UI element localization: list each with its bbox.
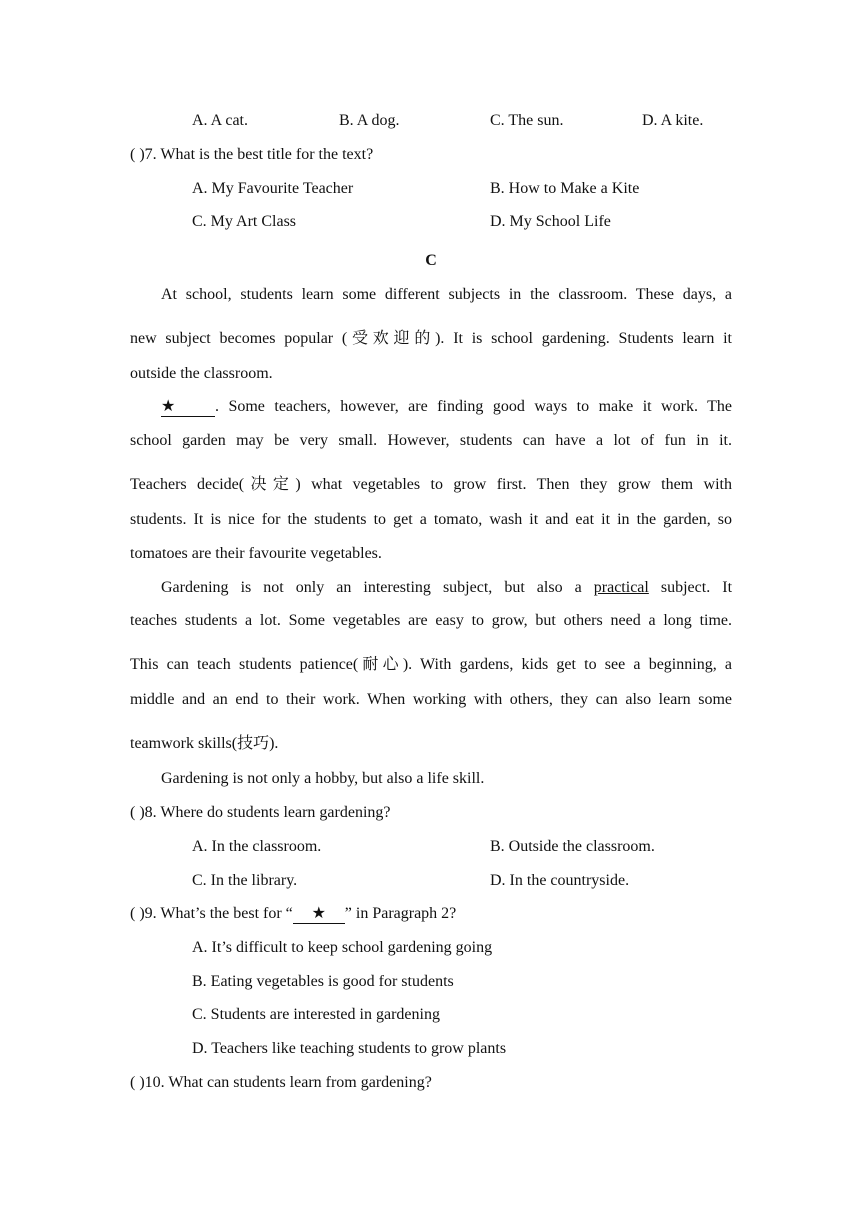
q9-option-c: C. Students are interested in gardening [192, 1006, 440, 1023]
q7-option-a: A. My Favourite Teacher [192, 180, 354, 197]
p2-line-4: students. It is nice for the students to get a tomato, wash it and eat it in the garden, so [130, 511, 732, 528]
q9-stem [130, 905, 456, 924]
q6-option-a: A. A cat. [192, 112, 248, 129]
q7-option-d: D. My School Life [490, 213, 611, 230]
p2-line-2: school garden may be very small. However, students can have a lot of fun in it. [130, 432, 732, 449]
p2-line-3: Teachers decide(决定) what vegetables to grow first. Then they grow them with [130, 476, 732, 493]
p1-line-3: outside the classroom. [130, 365, 273, 382]
p2-line-1-text: . Some teachers, however, are finding good ways to make it work. The [215, 398, 732, 415]
star-blank: ★ [161, 398, 215, 417]
q9-option-b: B. Eating vegetables is good for students [192, 973, 454, 990]
q6-option-d: D. A kite. [642, 112, 704, 129]
p3-line-1 [161, 579, 732, 597]
q9-option-d: D. Teachers like teaching students to grow plants [192, 1040, 507, 1057]
q6-option-b: B. A dog. [339, 112, 400, 129]
q9-stem-before: ( )9. What’s the best for “ [130, 905, 293, 922]
p1-line-1: At school, students learn some different subjects in the classroom. These days, a [161, 286, 732, 303]
p3-line-3: This can teach students patience(耐心). With gardens, kids get to see a beginning, a [130, 656, 732, 673]
q8-option-b: B. Outside the classroom. [490, 838, 655, 855]
q8-option-d: D. In the countryside. [490, 872, 630, 889]
p3-line-4: middle and an end to their work. When working with others, they can also learn some [130, 691, 732, 708]
p4-line: Gardening is not only a hobby, but also a life skill. [161, 770, 485, 787]
q9-star-blank: ★ [293, 905, 345, 924]
p2-line-5: tomatoes are their favourite vegetables. [130, 545, 382, 562]
q9-stem-after: ” in Paragraph 2? [344, 905, 457, 922]
q8-stem: ( )8. Where do students learn gardening? [130, 804, 391, 821]
p2-line-1 [161, 398, 732, 417]
q10-stem: ( )10. What can students learn from gardening? [130, 1074, 432, 1091]
q9-option-a: A. It’s difficult to keep school gardening going [192, 939, 493, 956]
q8-option-c: C. In the library. [192, 872, 298, 889]
p3-line-5: teamwork skills(技巧). [130, 735, 279, 752]
q6-option-c: C. The sun. [490, 112, 564, 129]
section-title: C [425, 252, 437, 269]
p3-line-1-start: Gardening is not only an interesting subject, but also a [161, 579, 594, 596]
q7-option-c: C. My Art Class [192, 213, 297, 230]
p1-line-2: new subject becomes popular (受欢迎的). It is school gardening. Students learn it [130, 330, 732, 347]
underlined-word-practical: practical [593, 579, 649, 596]
q8-option-a: A. In the classroom. [192, 838, 322, 855]
p3-line-1-end: subject. It [648, 579, 733, 596]
q7-option-b: B. How to Make a Kite [490, 180, 640, 197]
q7-stem: ( )7. What is the best title for the text? [130, 146, 374, 163]
p3-line-2: teaches students a lot. Some vegetables are easy to grow, but others need a long time. [130, 612, 732, 629]
